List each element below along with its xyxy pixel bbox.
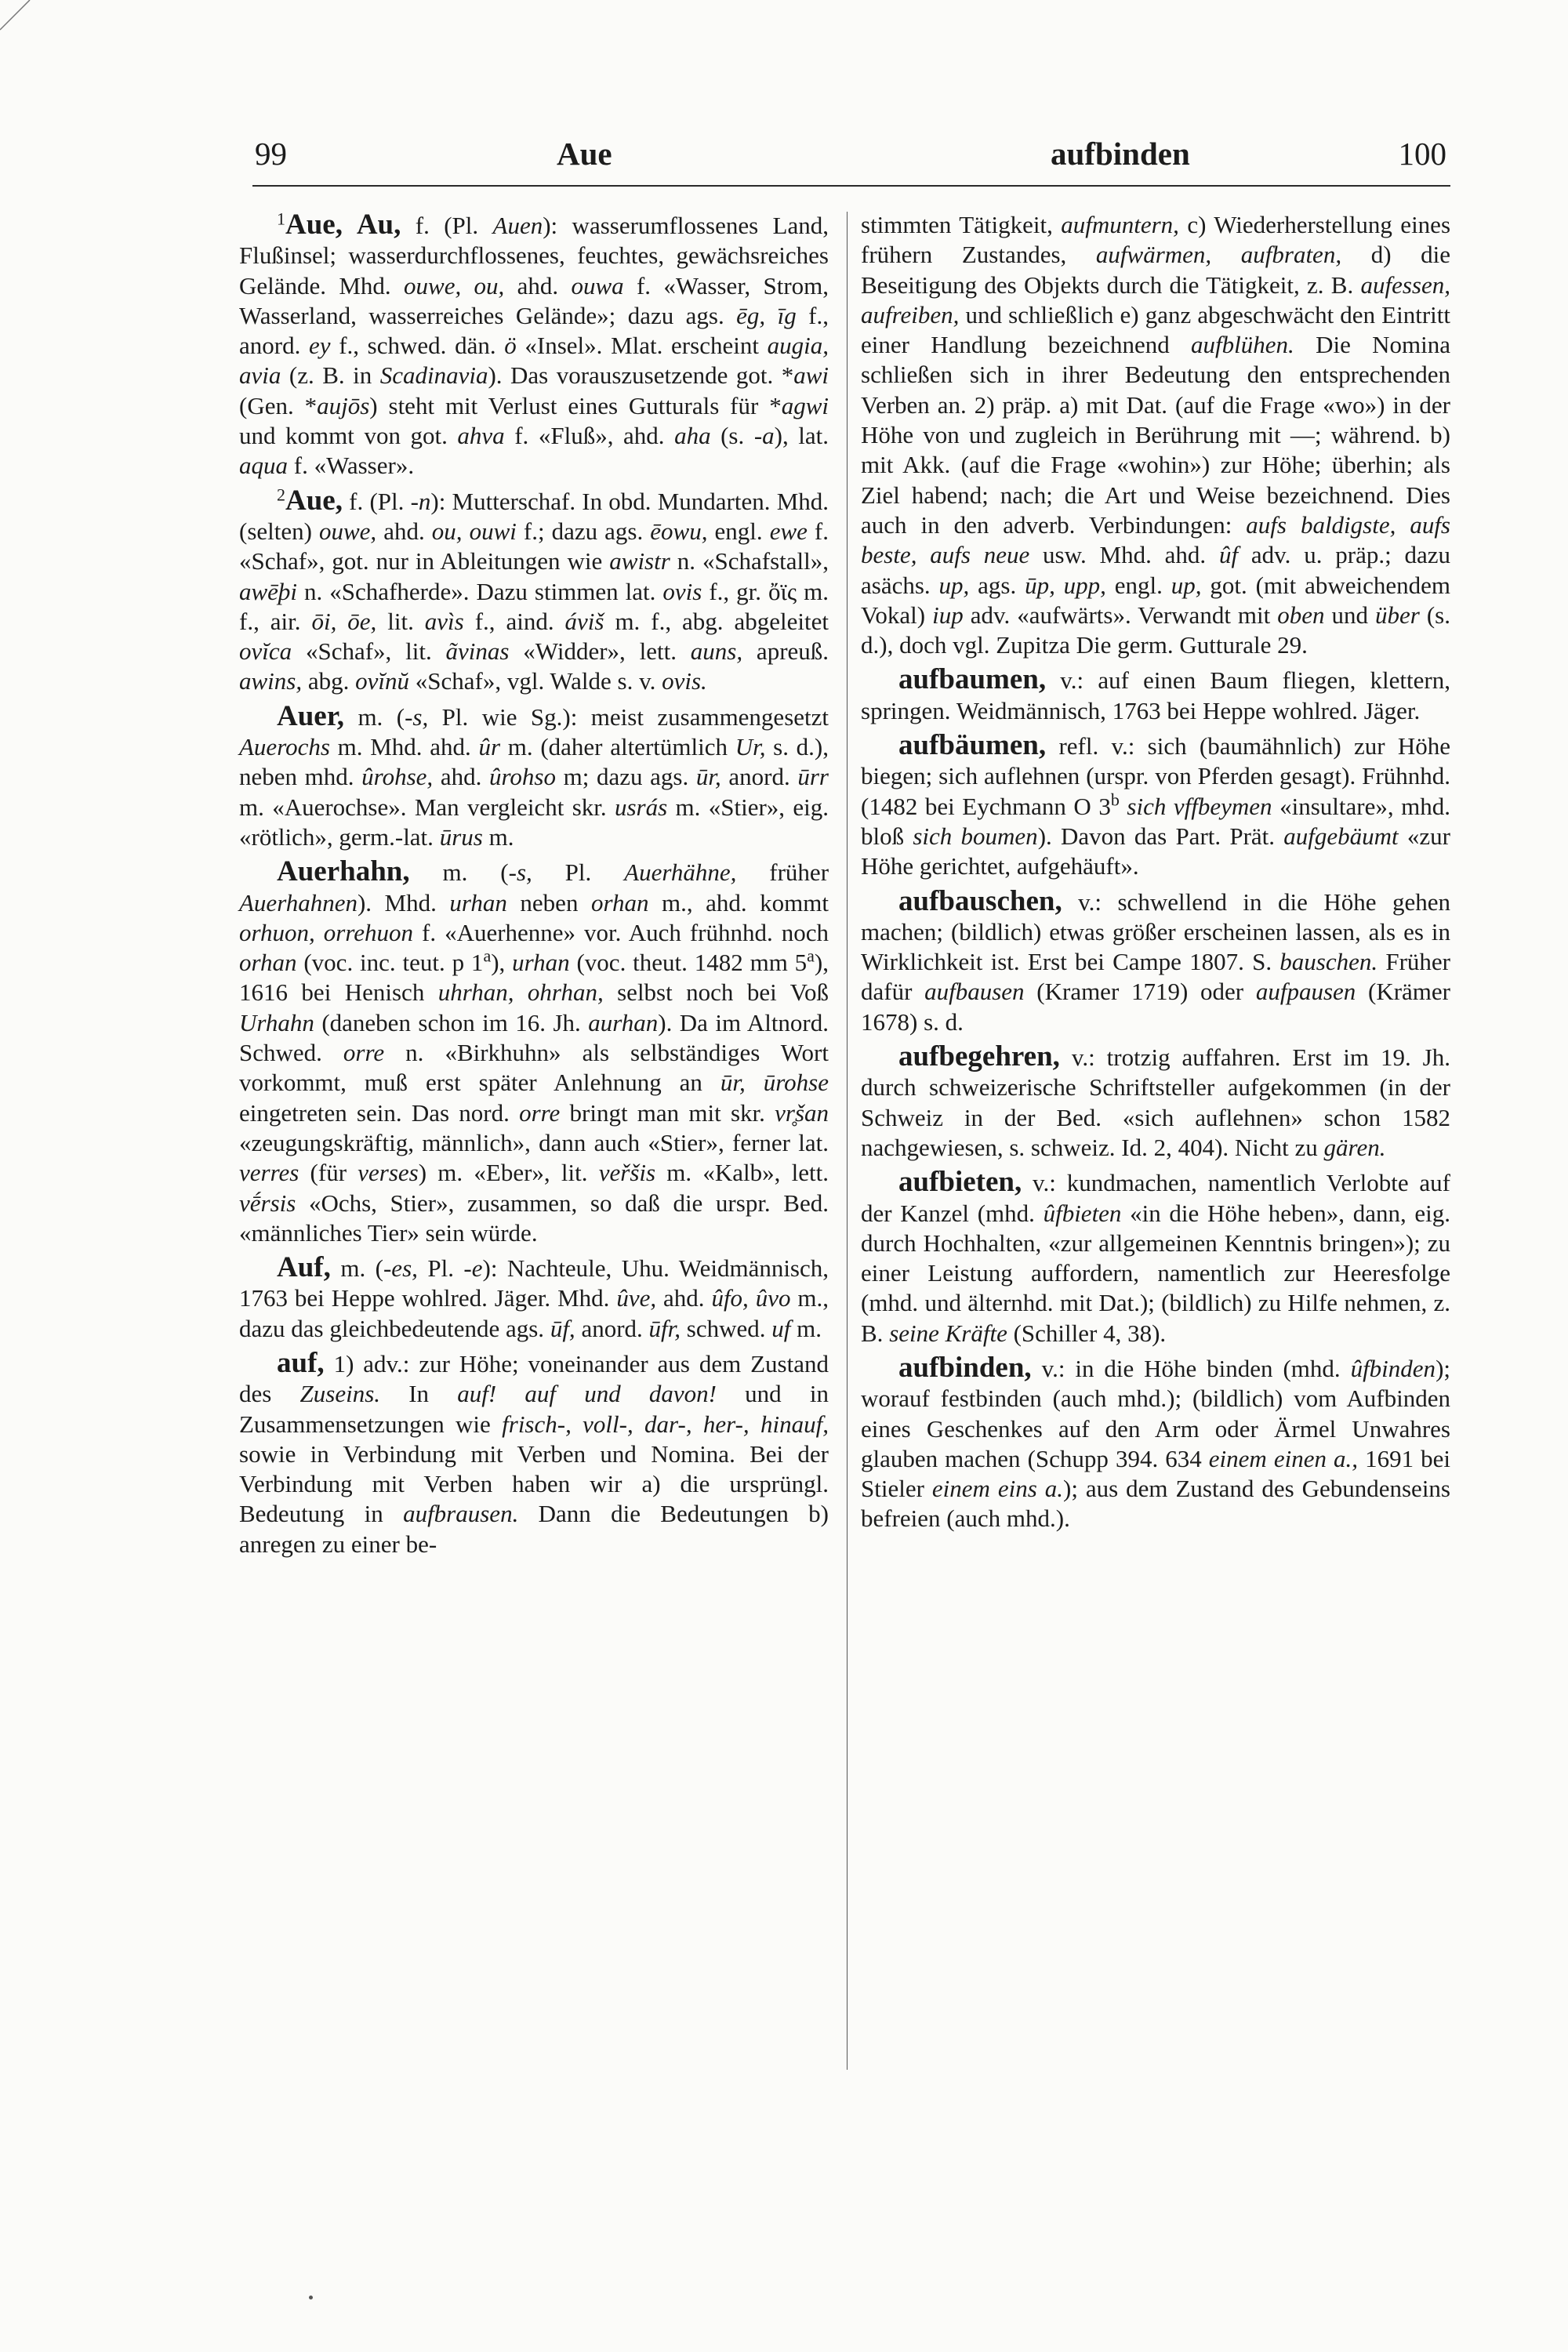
- entry-aufbauschen: aufbauschen, v.: schwellend in die Höhe gehen machen; (bildlich) etwas größer erscheinen lassen, als es in Wirklichkeit ist. Erst bei Campe 1807. S. bauschen. Früher dafür aufbausen (Kramer 1719) oder aufpausen (Krämer 1678) s. d.: [861, 884, 1450, 1036]
- right-column: [861, 210, 1450, 1539]
- headword: auf,: [277, 1346, 325, 1379]
- entry-aufbinden: aufbinden, v.: in die Höhe binden (mhd. ûfbinden); worauf festbinden (auch mhd.); (bildlich) vom Aufbinden eines Geschenkes auf den Arm oder Ärmel Unwahres glauben machen (Schupp 394. 634 einem einen a., 1691 bei Stieler einem eins a.); aus dem Zustand des Gebundenseins befreien (auch mhd.).: [861, 1351, 1450, 1533]
- right-guide-word: aufbinden: [1051, 136, 1190, 172]
- headword: aufbaumen,: [898, 663, 1047, 696]
- entry-aufbegehren: aufbegehren, v.: trotzig auffahren. Erst im 19. Jh. durch schweizerische Schriftsteller aufgekommen (in der Schweiz in der Bed. «sich auflehnen» schon 1582 nachgewiesen, s. schweiz. Id. 2, 404). Nicht zu gären.: [861, 1040, 1450, 1161]
- header-rule: [252, 185, 1450, 187]
- headword: Auer,: [277, 699, 344, 732]
- homonym-number: 1: [277, 209, 285, 229]
- entry-auf-adverb: auf, 1) adv.: zur Höhe; voneinander aus dem Zustand des Zuseins. In auf! auf und davon! und in Zusammensetzungen wie frisch-, voll-, dar-, her-, hinauf, sowie in Verbindung mit Verben und Nomina. Bei der Verbindung mit Verben haben wir a) die ursprüngl. Bedeutung in aufbrausen. Dann die Bedeutungen b) anregen zu einer be-: [239, 1346, 829, 1558]
- left-page-number: 99: [255, 136, 287, 172]
- entry-auf-noun: Auf, m. (-es, Pl. -e): Nachteule, Uhu. Weidmännisch, 1763 bei Heppe wohlred. Jäger. Mhd. ûve, ahd. ûfo, ûvo m., dazu das gleichbedeutende ags. ūf, anord. ūfr, schwed. uf m.: [239, 1251, 829, 1342]
- entry-auer: Auer, m. (-s, Pl. wie Sg.): meist zusammengesetzt Auerochs m. Mhd. ahd. ûr m. (daher altertümlich Ur, s. d.), neben mhd. ûrohse, ahd. ûrohso m; dazu ags. ūr, anord. ūrr m. «Auerochse». Man vergleicht skr. usrás m. «Stier», eig. «rötlich», germ.-lat. ūrus m.: [239, 699, 829, 851]
- entry-aufbaeumen: aufbäumen, refl. v.: sich (baumähnlich) zur Höhe biegen; sich auflehnen (urspr. von Pferden gesagt). Frühnhd. (1482 bei Eychmann O 3$^b$ sich vffbeymen «insultare», mhd. bloß sich boumen). Davon das Part. Prät. aufgebäumt «zur Höhe gerichtet, aufgehäuft».: [861, 729, 1451, 880]
- headword: Auf,: [277, 1251, 331, 1284]
- headword: aufbinden,: [898, 1351, 1032, 1384]
- headword: Aue,: [285, 484, 343, 517]
- entry-aue-1: $^1$Aue, Au, f. (Pl. Auen): wasserumflossenes Land, Flußinsel; wasserdurchflossenes, feuchtes, gewächsreiches Gelände. Mhd. ouwe, ou, ahd. ouwa f. «Wasser, Strom, Wasserland, wasserreiches Gelände»; dazu ags. ēg, īg f., anord. ey f., schwed. dän. ö «Insel». Mlat. erscheint augia, avia (z. B. in Scadinavia). Das vorauszusetzende got. *awi (Gen. *aujōs) steht mit Verlust eines Gutturals für *agwi und kommt von got. ahva f. «Fluß», ahd. aha (s. -a), lat. aqua f. «Wasser».: [239, 209, 829, 480]
- entry-aufbaumen: aufbaumen, v.: auf einen Baum fliegen, klettern, springen. Weidmännisch, 1763 bei Heppe wohlred. Jäger.: [861, 663, 1450, 724]
- headword: aufbauschen,: [898, 884, 1062, 917]
- headword: aufbegehren,: [898, 1040, 1060, 1073]
- column-divider: [847, 212, 848, 2070]
- entry-auf-continued: stimmten Tätigkeit, aufmuntern, c) Wiederherstellung eines frühern Zustandes, aufwärmen, aufbraten, d) die Beseitigung des Objekts durch die Tätigkeit, z. B. aufessen, aufreiben, und schließlich e) ganz abgeschwächt den Eintritt einer Handlung bezeichnend aufblühen. Die Nomina schließen sich in ihrer Bedeutung den entsprechenden Verben an. 2) präp. a) mit Dat. (auf die Frage «wo») in der Höhe von und zugleich in Berührung mit —; während. b) mit Akk. (auf die Frage «wohin») zur Höhe; überhin; als Ziel habend; nach; die Art und Weise bezeichnend. Dies auch in den adverb. Verbindungen: aufs baldigste, aufs beste, aufs neue usw. Mhd. ahd. ûf adv. u. präp.; dazu asächs. up, ags. ūp, upp, engl. up, got. (mit abweichendem Vokal) iup adv. «aufwärts». Verwandt mit oben und über (s. d.), doch vgl. Zupitza Die germ. Gutturale 29.: [861, 211, 1451, 659]
- entry-auerhahn: Auerhahn, m. (-s, Pl. Auerhähne, früher Auerhahnen). Mhd. urhan neben orhan m., ahd. kommt orhuon, orrehuon f. «Auerhenne» vor. Auch frühnhd. noch orhan (voc. inc. teut. p 1$^a$), urhan (voc. theut. 1482 mm 5$^a$), 1616 bei Henisch uhrhan, ohrhan, selbst noch bei Voß Urhahn (daneben schon im 16. Jh. aurhan). Da im Altnord. Schwed. orre n. «Birkhuhn» als selbständiges Wort vorkommt, muß erst später Anlehnung an ūr, ūrohse eingetreten sein. Das nord. orre bringt man mit skr. vr̥šan «zeugungskräftig, männlich», dann auch «Stier», ferner lat. verres (für verses) m. «Eber», lit. veřšis m. «Kalb», lett. vḗrsis «Ochs, Stier», zusammen, so daß die urspr. Bed. «männliches Tier» sein würde.: [239, 855, 829, 1247]
- corner-scan-mark: [0, 0, 31, 31]
- homonym-number: 2: [277, 485, 285, 505]
- page-header: [255, 135, 1446, 182]
- headword: Auerhahn,: [277, 855, 410, 888]
- left-column: [239, 210, 829, 1564]
- ink-speck: [309, 2296, 313, 2299]
- headword: Aue, Au,: [285, 209, 401, 241]
- headword: aufbieten,: [898, 1166, 1022, 1199]
- headword: aufbäumen,: [898, 729, 1047, 762]
- entry-aufbieten: aufbieten, v.: kundmachen, namentlich Verlobte auf der Kanzel (mhd. ûfbieten «in die Höhe heben», dann, eig. durch Hochhalten, «zur allgemeinen Kenntnis bringen»); zu einer Leistung auffordern, namentlich zur Heeresfolge (mhd. und älternhd. mit Dat.); (bildlich) zu Hilfe nehmen, z. B. seine Kräfte (Schiller 4, 38).: [861, 1166, 1451, 1347]
- right-page-number: 100: [1398, 136, 1446, 172]
- left-guide-word: Aue: [557, 136, 612, 172]
- entry-aue-2: $^2$Aue, f. (Pl. -n): Mutterschaf. In obd. Mundarten. Mhd. (selten) ouwe, ahd. ou, ouwi f.; dazu ags. ēowu, engl. ewe f. «Schaf», got. nur in Ableitungen wie awistr n. «Schafstall», awēþi n. «Schafherde». Dazu stimmen lat. ovis f., gr. ὄϊς m. f., air. ōi, ōe, lit. avìs f., aind. áviš m. f., abg. abgeleitet ovĭca «Schaf», lit. ãvinas «Widder», lett. auns, apreuß. awins, abg. ovĭnŭ «Schaf», vgl. Walde s. v. ovis.: [239, 484, 829, 695]
